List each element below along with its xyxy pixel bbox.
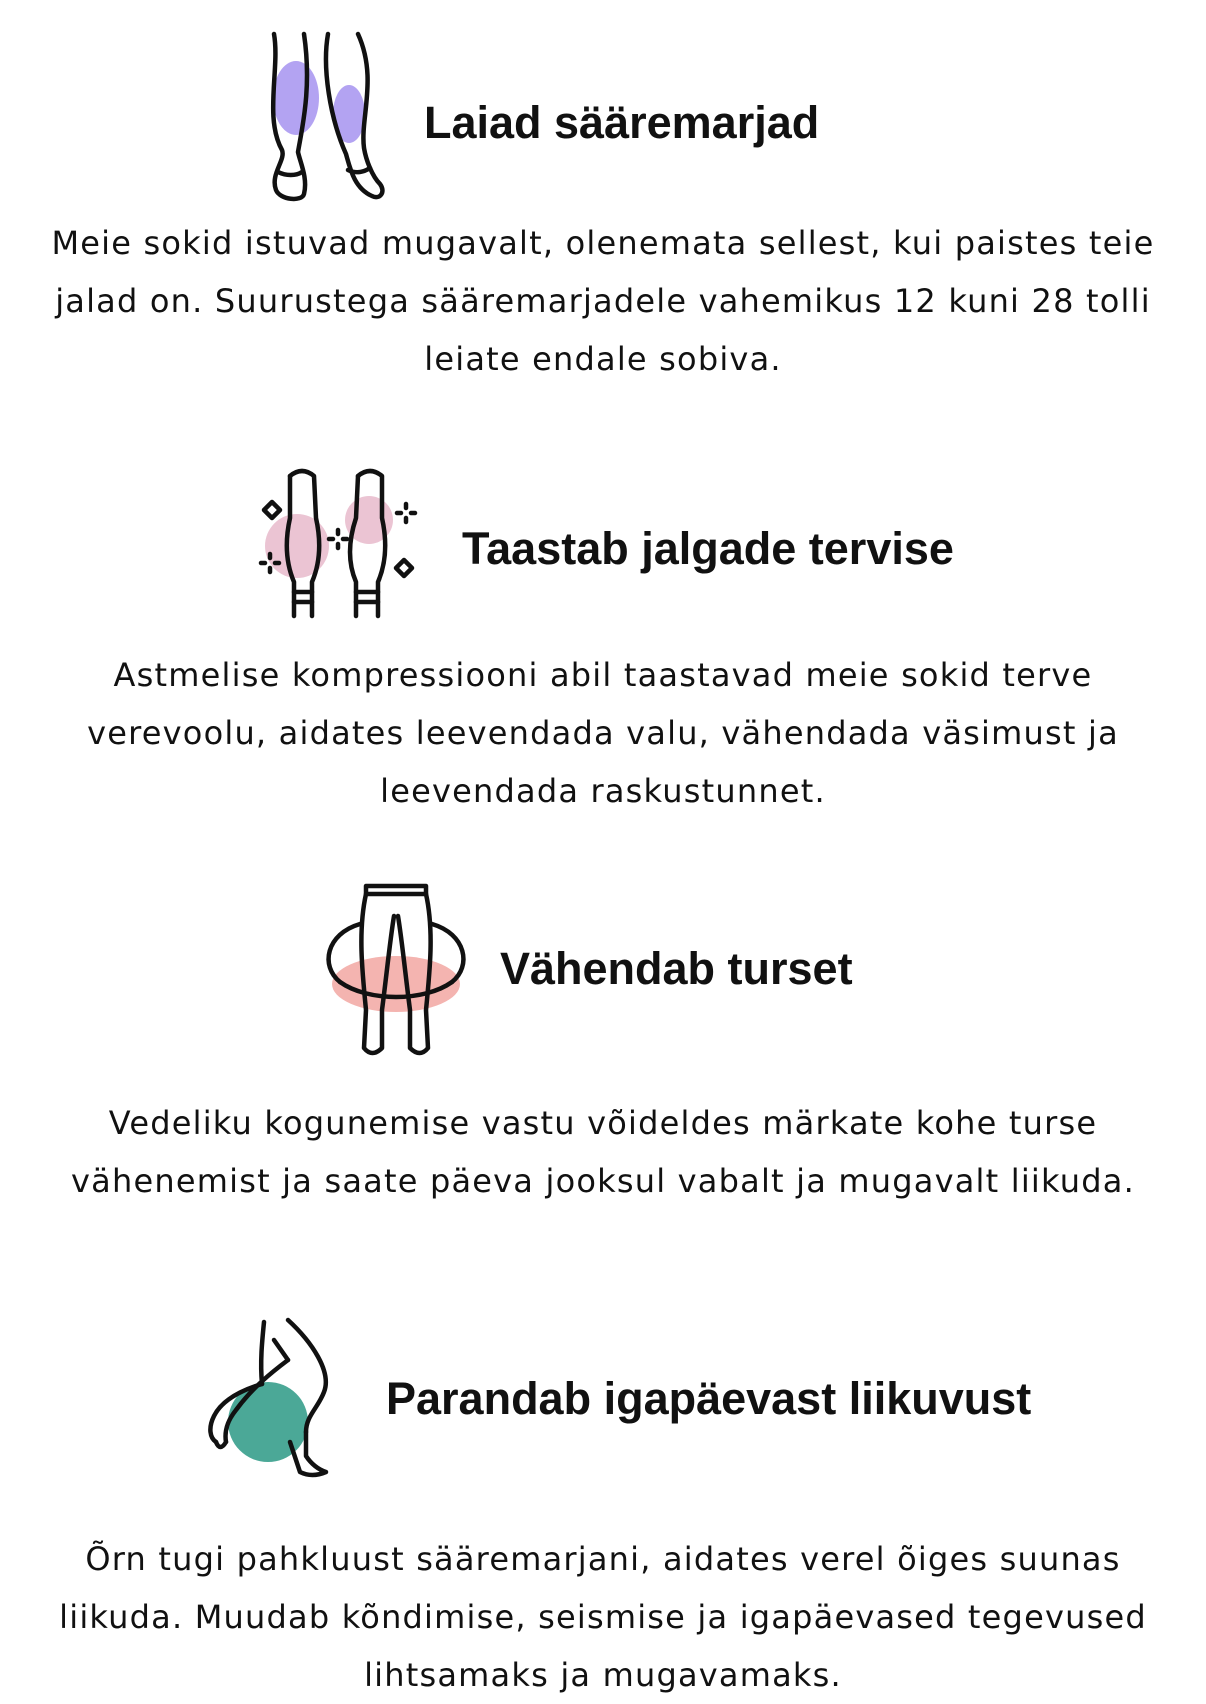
feature-description: Astmelise kompressiooni abil taastavad meie sokid terve verevoolu, aidates leevendada valu, vähendada väsimust ja leevendada raskustunnet. <box>87 656 1119 810</box>
feature-header <box>0 458 1206 618</box>
feature-title: Taastab jalgade tervise <box>462 523 954 574</box>
legs-wide-calves-icon <box>262 28 412 204</box>
walking-legs-icon <box>202 1312 352 1482</box>
feature-reduce-swelling <box>0 880 1206 1260</box>
feature-header <box>0 1312 1206 1472</box>
feature-title: Laiad sääremarjad <box>424 97 820 148</box>
feature-title: Vähendab turset <box>500 943 853 994</box>
feature-leg-health <box>0 458 1206 818</box>
feature-description: Vedeliku kogunemise vastu võideldes märkate kohe turse vähenemist ja saate päeva jooksul vabalt ja mugavalt liikuda. <box>71 1104 1135 1200</box>
legs-sparkle-icon <box>252 458 422 622</box>
legs-swelling-ring-icon <box>318 880 474 1062</box>
feature-header <box>0 28 1206 188</box>
feature-description: Meie sokid istuvad mugavalt, olenemata sellest, kui paistes teie jalad on. Suurustega sääremarjadele vahemikus 12 kuni 28 tolli leiate endale sobiva. <box>51 224 1155 378</box>
feature-wide-calves <box>0 28 1206 388</box>
feature-daily-mobility <box>0 1312 1206 1694</box>
feature-title: Parandab igapäevast liikuvust <box>386 1373 1032 1424</box>
feature-description: Õrn tugi pahkluust sääremarjani, aidates verel õiges suunas liikuda. Muudab kõndimise, seismise ja igapäevased tegevused lihtsamaks ja mugavamaks. <box>59 1540 1147 1694</box>
feature-header <box>0 880 1206 1040</box>
